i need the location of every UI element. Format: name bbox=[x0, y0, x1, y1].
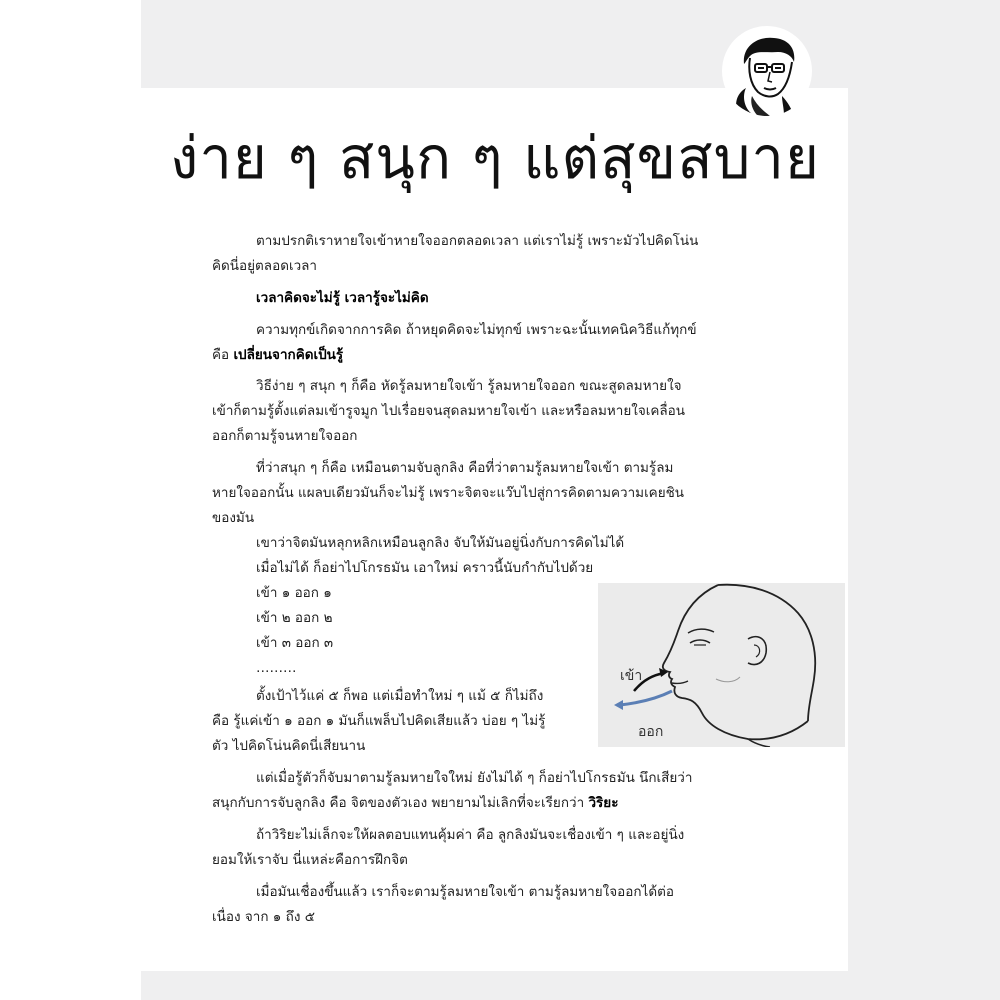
paragraph-11-line-1: เมื่อมันเชื่องขึ้นแล้ว เราก็จะตามรู้ลมหายใจเข้า ตามรู้ลมหายใจออกได้ต่อ bbox=[256, 884, 674, 900]
paragraph-5-line-1: ที่ว่าสนุก ๆ ก็คือ เหมือนตามจับลูกลิง คือที่ว่าตามรู้ลมหายใจเข้า ตามรู้ลม bbox=[256, 460, 674, 476]
page-title: ง่าย ๆ สนุก ๆ แต่สุขสบาย bbox=[170, 124, 820, 192]
paragraph-4-line-2: เข้าก็ตามรู้ตั้งแต่ลมเข้ารูจมูก ไปเรื่อยจนสุดลมหายใจเข้า และหรือลมหายใจเคลื่อน bbox=[212, 403, 686, 419]
author-portrait bbox=[722, 26, 812, 116]
count-line-1: เข้า ๑ ออก ๑ bbox=[256, 585, 332, 601]
paragraph-8-line-3: ตัว ไปคิดโน่นคิดนี่เสียนาน bbox=[212, 738, 366, 754]
paragraph-1-line-1: ตามปรกติเราหายใจเข้าหายใจออกตลอดเวลา แต่เราไม่รู้ เพราะมัวไปคิดโน่น bbox=[256, 233, 699, 249]
paragraph-3-prefix: คือ bbox=[212, 347, 234, 363]
bottom-gray-band bbox=[141, 971, 1000, 1000]
bold-phrase-3: วิริยะ bbox=[588, 795, 619, 811]
paragraph-6: เขาว่าจิตมันหลุกหลิกเหมือนลูกลิง จับให้มันอยู่นิ่งกับการคิดไม่ได้ bbox=[256, 535, 625, 551]
paragraph-8-line-2: คือ รู้แค่เข้า ๑ ออก ๑ มันก็แพล็บไปคิดเสียแล้ว บ่อย ๆ ไม่รู้ bbox=[212, 713, 546, 729]
paragraph-8-line-1: ตั้งเป้าไว้แค่ ๕ ก็พอ แต่เมื่อทำใหม่ ๆ แม้ ๕ ก็ไม่ถึง bbox=[256, 688, 544, 704]
paragraph-5-line-3: ของมัน bbox=[212, 510, 255, 526]
paragraph-3-line-2 bbox=[212, 345, 343, 365]
right-gray-band bbox=[848, 0, 1000, 1000]
paragraph-2-bold bbox=[256, 288, 429, 308]
paragraph-9-line-2 bbox=[212, 793, 618, 813]
paragraph-4-line-1: วิธีง่าย ๆ สนุก ๆ ก็คือ หัดรู้ลมหายใจเข้า รู้ลมหายใจออก ขณะสูดลมหายใจ bbox=[256, 378, 682, 394]
paragraph-10-line-1: ถ้าวิริยะไม่เล็กจะให้ผลตอบแทนคุ้มค่า คือ ลูกลิงมันจะเชื่องเข้า ๆ และอยู่นิ่ง bbox=[256, 827, 685, 843]
paragraph-4-line-3: ออกก็ตามรู้จนหายใจออก bbox=[212, 428, 358, 444]
breathing-illustration bbox=[598, 583, 845, 747]
paragraph-3-line-1: ความทุกข์เกิดจากการคิด ถ้าหยุดคิดจะไม่ทุกข์ เพราะฉะนั้นเทคนิควิธีแก้ทุกข์ bbox=[256, 322, 697, 338]
inhale-label: เข้า bbox=[620, 668, 643, 684]
count-line-3: เข้า ๓ ออก ๓ bbox=[256, 635, 334, 651]
paragraph-9-line-1: แต่เมื่อรู้ตัวก็จับมาตามรู้ลมหายใจใหม่ ยังไม่ได้ ๆ ก็อย่าไปโกรธมัน นึกเสียว่า bbox=[256, 770, 693, 786]
paragraph-7: เมื่อไม่ได้ ก็อย่าไปโกรธมัน เอาใหม่ คราวนี้นับกำกับไปด้วย bbox=[256, 560, 594, 576]
bold-phrase-2: เปลี่ยนจากคิดเป็นรู้ bbox=[233, 347, 344, 363]
paragraph-9-prefix: สนุกกับการจับลูกลิง คือ จิตของตัวเอง พยายามไม่เลิกที่จะเรียกว่า bbox=[212, 795, 589, 811]
ellipsis-line: ……… bbox=[256, 660, 297, 676]
paragraph-11-line-2: เนื่อง จาก ๑ ถึง ๕ bbox=[212, 909, 315, 925]
exhale-label: ออก bbox=[638, 724, 664, 740]
paragraph-5-line-2: หายใจออกนั้น แผลบเดียวมันก็จะไม่รู้ เพราะจิตจะแว๊บไปสู่การคิดตามความเคยชิน bbox=[212, 485, 685, 501]
bold-phrase-1: เวลาคิดจะไม่รู้ เวลารู้จะไม่คิด bbox=[256, 290, 429, 306]
count-line-2: เข้า ๒ ออก ๒ bbox=[256, 610, 333, 626]
paragraph-1-line-2: คิดนี่อยู่ตลอดเวลา bbox=[212, 258, 318, 274]
paragraph-10-line-2: ยอมให้เราจับ นี่แหล่ะคือการฝึกจิต bbox=[212, 852, 408, 868]
